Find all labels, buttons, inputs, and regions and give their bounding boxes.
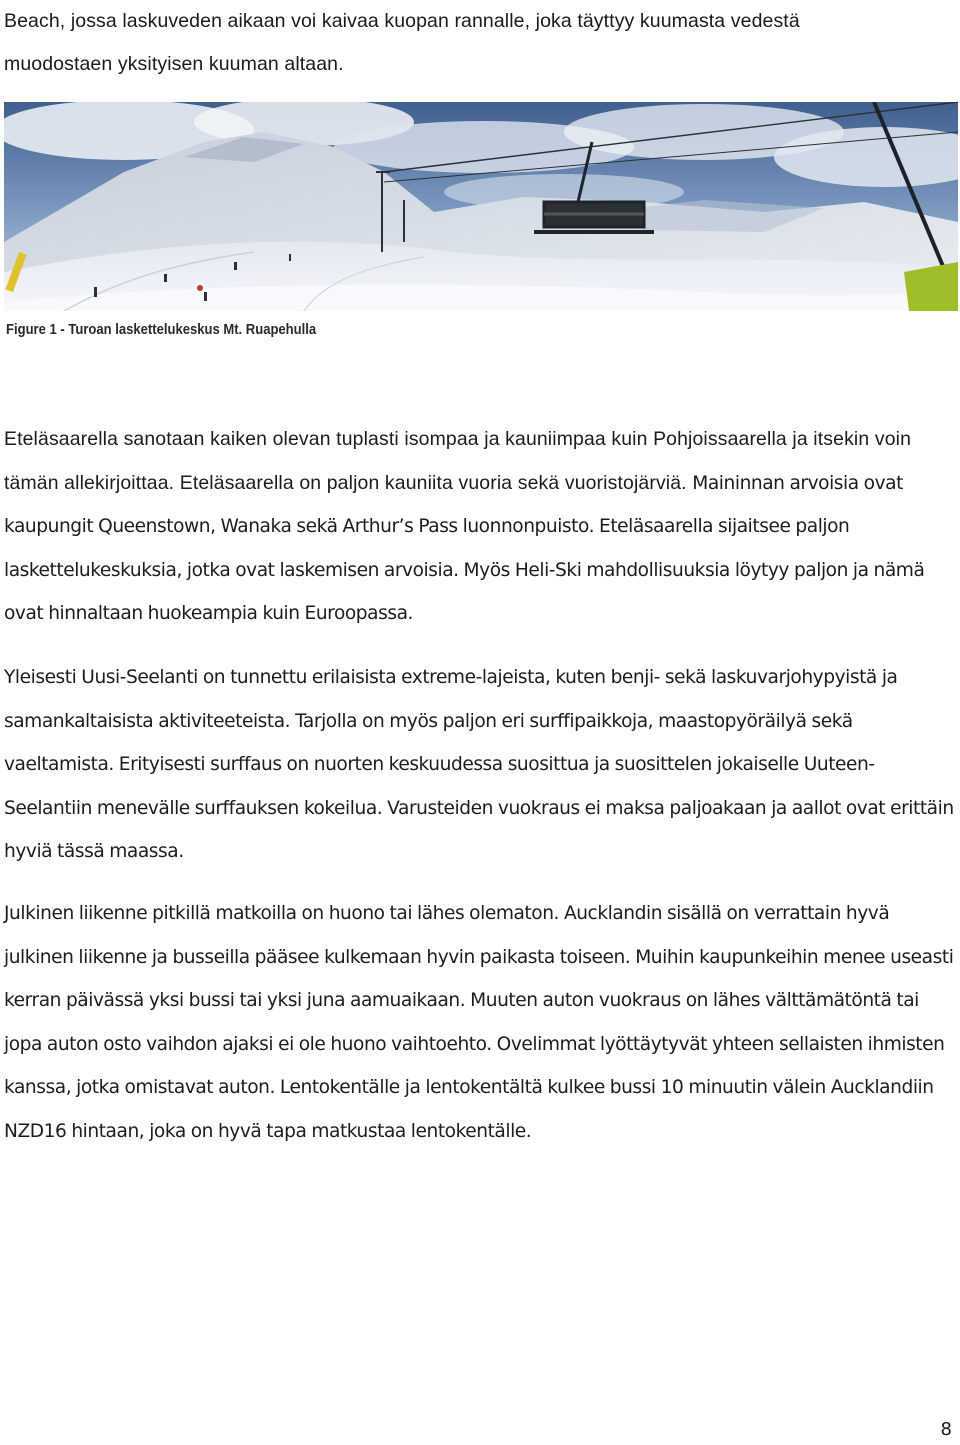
page-number: 8: [940, 1419, 952, 1440]
figure-caption: Figure 1 - Turoan laskettelukeskus Mt. Ruapehulla: [6, 322, 317, 338]
paragraph-south-island: [4, 418, 954, 636]
paragraph-south-island-part-b: Maininnan arvoisia ovat kaupungit Queenstown, Wanaka sekä Arthur’s Pass luonnonpuisto. Eteläsaarella sijaitsee paljon laskettelukeskuksia, jotka ovat laskemisen arvoisia. Myös Heli-Ski mahdollisuuksia löytyy paljon ja nämä ovat hinnaltaan huokeampia kuin Euroopassa.: [4, 472, 925, 625]
ski-resort-photo: [4, 102, 958, 311]
paragraph-public-transport: Julkinen liikenne pitkillä matkoilla on huono tai lähes olematon. Aucklandin sisällä on verrattain hyvä julkinen liikenne ja busseilla pääsee kulkemaan hyvin paikasta toiseen. Muihin kaupunkeihin menee useasti kerran päivässä yksi bussi tai yksi juna aamuaikaan. Muuten auton vuokraus on lähes välttämätöntä tai jopa auton osto vaihdon ajaksi ei ole huono vaihtoehto. Ovelimmat lyöttäytyvät yhteen sellaisten ihmisten kanssa, jotka omistavat auton. Lentokentälle ja lentokentältä kulkee bussi 10 minuutin välein Aucklandiin NZD16 hintaan, joka on hyvä tapa matkustaa lentokentälle.: [4, 903, 954, 1142]
intro-line-1: Beach, jossa laskuveden aikaan voi kaivaa kuopan rannalle, joka täyttyy kuumasta vedestä: [4, 10, 800, 32]
intro-text: [4, 0, 954, 86]
paragraph-extreme-sports: Yleisesti Uusi-Seelanti on tunnettu erilaisista extreme-lajeista, kuten benji- sekä laskuvarjohypyistä ja samankaltaisista aktiviteeteista. Tarjolla on myös paljon eri surffipaikkoja, maastopyöräilyä sekä vaeltamista. Erityisesti surffaus on nuorten keskuudessa suosittua ja suosittelen jokaiselle Uuteen-Seelantiin menevälle surffauksen kokeilua. Varusteiden vuokraus ei maksa paljoakaan ja aallot ovat erittäin hyviä tässä maassa.: [4, 667, 954, 863]
intro-line-2: muodostaen yksityisen kuuman altaan.: [4, 53, 344, 75]
paragraph-south-island-part-a: Eteläsaarella sanotaan kaiken olevan tuplasti isompaa ja kauniimpaa kuin Pohjoissaarella ja itsekin voin tämän allekirjoittaa. Eteläsaarella on paljon kauniita vuoria sekä vuoristojärviä.: [4, 428, 912, 494]
